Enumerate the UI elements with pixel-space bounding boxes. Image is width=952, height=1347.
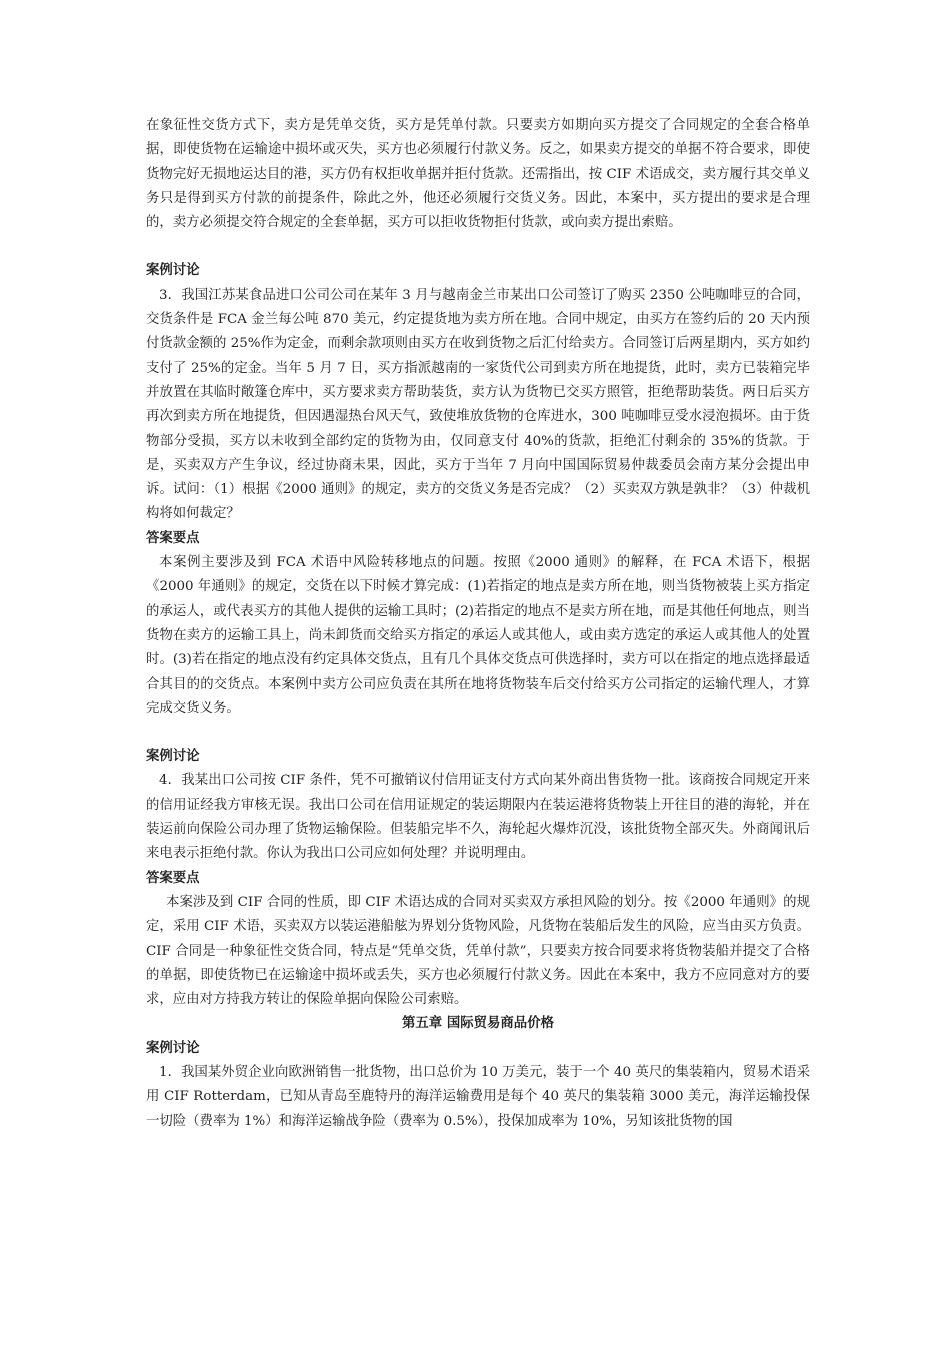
heading-answer-4: 答案要点 (146, 870, 200, 886)
case-3-text: 3．我国江苏某食品进口公司公司在某年 3 月与越南金兰市某出口公司签订了购买 2350 公吨咖啡豆的合同，交货条件是 FCA 金兰每公吨 870 美元，约定提货地为卖方所在地。合同中规定，由买方在签约后的 20 天内预付货款金额的 25%作为定金，而剩余款项则由买方在收到货物之后汇付给卖方。合同签订后两星期内，买方如约支付了 25%的定金。当年 5 月 7 日，买方指派越南的一家货代公司到卖方所在地提货，此时，卖方已装箱完毕并放置在其临时敞篷仓库中，买方要求卖方帮助装货，卖方认为货物已交买方照管，拒绝帮助装货。两日后买方再次到卖方所在地提货，但因遇湿热台风天气，致使堆放货物的仓库进水，300 吨咖啡豆受水浸泡损坏。由于货物部分受损，买方以未收到全部约定的货物为由，仅同意支付 40%的货款，拒绝汇付剩余的 35%的货款。于是，买卖双方产生争议，经过协商未果，因此，买方于当年 7 月向中国国际贸易仲裁委员会南方某分会提出申诉。试问：（1）根据《2000 通则》的规定，卖方的交货义务是否完成？（2）买卖双方孰是孰非？（3）仲裁机构将如何裁定？ (146, 287, 810, 522)
case-4-text: 4．我某出口公司按 CIF 条件，凭不可撤销议付信用证支付方式向某外商出售货物一批。该商按合同规定开来的信用证经我方审核无误。我出口公司在信用证规定的装运期限内在装运港将货物装上开往目的港的海轮，并在装运前向保险公司办理了货物运输保险。但装船完毕不久，海轮起火爆炸沉没，该批货物全部灭失。外商闻讯后来电表示拒绝付款。你认为我出口公司应如何处理？并说明理由。 (146, 773, 810, 862)
case-ch5-1-text: 1．我国某外贸企业向欧洲销售一批货物，出口总价为 10 万美元，装于一个 40 英尺的集装箱内，贸易术语采用 CIF Rotterdam，已知从青岛至鹿特丹的海洋运输费用是每个 40 英尺的集装箱 3000 美元，海洋运输投保一切险（费率为 1%）和海洋运输战争险（费率为 0.5%），投保加成率为 10%，另知该批货物的国 (146, 1064, 810, 1129)
document-page (146, 114, 810, 1134)
answer-4-text: 本案涉及到 CIF 合同的性质，即 CIF 术语达成的合同对买卖双方承担风险的划分。按《2000 年通则》的规定，采用 CIF 术语，买卖双方以装运港船舷为界划分货物风险，凡货物在装船后发生的风险，应当由买方负责。CIF 合同是一种象征性交货合同，特点是“凭单交货，凭单付款”，只要卖方按合同要求将货物装船并提交了合格的单据，即使货物已在运输途中损坏或丢失，买方也必须履行付款义务。因此在本案中，我方不应同意对方的要求，应由对方持我方转让的保险单据向保险公司索赔。 (146, 894, 810, 1008)
heading-case-discussion-ch5: 案例讨论 (146, 1040, 200, 1056)
chapter-title: 第五章 国际贸易商品价格 (402, 1016, 554, 1032)
answer-3-text: 本案例主要涉及到 FCA 术语中风险转移地点的问题。按照《2000 通则》的解释，在 FCA 术语下，根据《2000 年通则》的规定，交货在以下时候才算完成：(1)若指定的地点是卖方所在地，则当货物被装上买方指定的承运人，或代表买方的其他人提供的运输工具时；(2)若指定的地点不是卖方所在地，而是其他任何地点，则当货物在卖方的运输工具上，尚未卸货而交给买方指定的承运人或其他人，或由卖方选定的承运人或其他人的处置时。(3)若在指定的地点没有约定具体交货点，且有几个具体交货点可供选择时，卖方可以在指定的地点选择最适合其目的的交货点。本案例中卖方公司应负责在其所在地将货物装车后交付给买方公司指定的运输代理人，才算完成交货义务。 (146, 555, 810, 716)
heading-case-discussion-3: 案例讨论 (146, 263, 200, 279)
heading-case-discussion-4: 案例讨论 (146, 749, 200, 765)
heading-answer-3: 答案要点 (146, 530, 200, 546)
paragraph-cif-conclusion: 在象征性交货方式下，卖方是凭单交货，买方是凭单付款。只要卖方如期向买方提交了合同规定的全套合格单据，即使货物在运输途中损坏或灭失，买方也必须履行付款义务。反之，如果卖方提交的单据不符合要求，即使货物完好无损地运达目的港，买方仍有权拒收单据并拒付货款。还需指出，按 CIF 术语成交，卖方履行其交单义务只是得到买方付款的前提条件，除此之外，他还必须履行交货义务。因此，本案中，买方提出的要求是合理的，卖方必须提交符合规定的全套单据，买方可以拒收货物拒付货款，或向卖方提出索赔。 (146, 118, 810, 231)
